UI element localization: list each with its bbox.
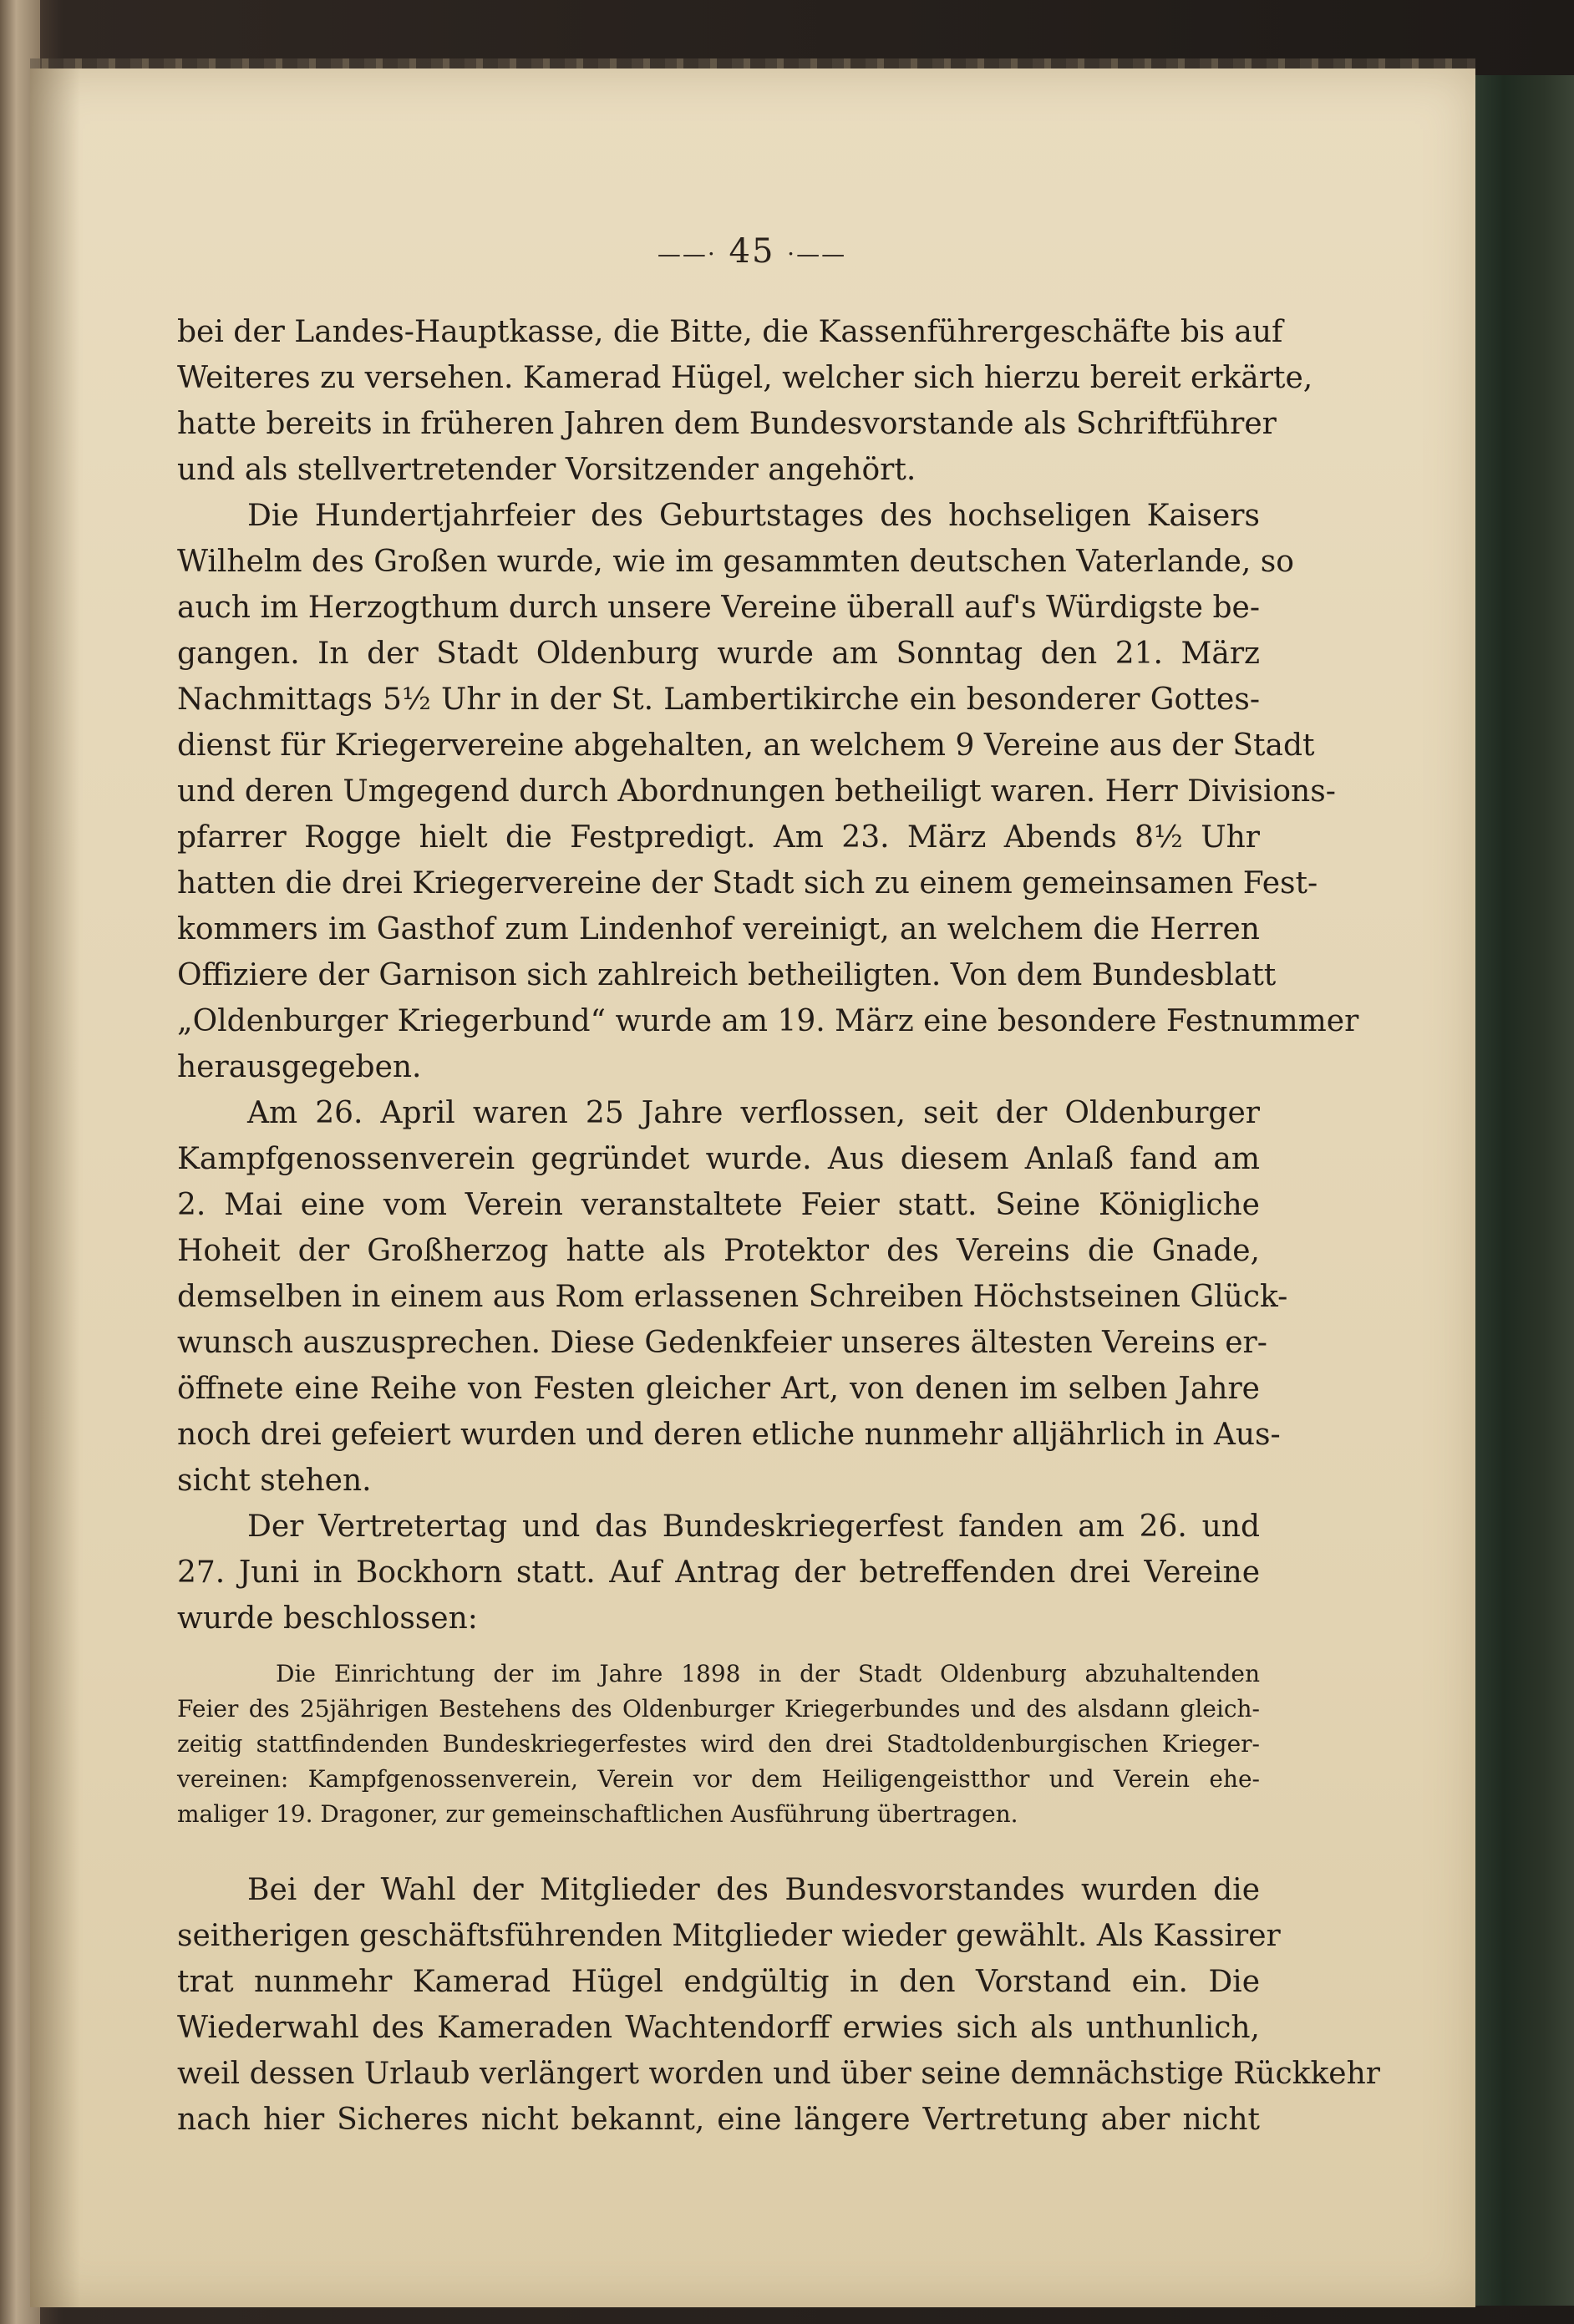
text-line: dienst für Kriegervereine abgehalten, an welchem 9 Vereine aus der Stadt: [177, 728, 1315, 763]
text-line: zeitig stattfindenden Bundeskriegerfestes wird den drei Stadtoldenburgischen Krieger-: [177, 1730, 1260, 1758]
text-line: demselben in einem aus Rom erlassenen Schreiben Höchstseinen Glück-: [177, 1280, 1288, 1314]
paragraph: [177, 1867, 1380, 2143]
text-line: bei der Landes-Hauptkasse, die Bitte, die Kassenführergeschäfte bis auf: [177, 315, 1283, 349]
text-line: wurde beschlossen:: [177, 1601, 478, 1636]
text-line: Wiederwahl des Kameraden Wachtendorff erwies sich als unthunlich,: [177, 2011, 1260, 2045]
text-line: Der Vertretertag und das Bundeskriegerfest fanden am 26. und: [247, 1510, 1260, 1544]
text-line: und als stellvertretender Vorsitzender angehört.: [177, 453, 916, 487]
text-line: hatte bereits in früheren Jahren dem Bundesvorstande als Schriftführer: [177, 407, 1277, 441]
text-line: Die Hundertjahrfeier des Geburtstages des hochseligen Kaisers: [247, 499, 1260, 533]
text-line: pfarrer Rogge hielt die Festpredigt. Am 23. März Abends 8½ Uhr: [177, 820, 1260, 855]
text-line: nach hier Sicheres nicht bekannt, eine längere Vertretung aber nicht: [177, 2103, 1260, 2137]
text-line: sicht stehen.: [177, 1464, 372, 1498]
body-text: [177, 309, 1380, 2143]
text-line: gangen. In der Stadt Oldenburg wurde am Sonntag den 21. März: [177, 637, 1260, 671]
text-line: Wilhelm des Großen wurde, wie im gesammten deutschen Vaterlande, so: [177, 545, 1294, 579]
text-line: 27. Juni in Bockhorn statt. Auf Antrag der betreffenden drei Vereine: [177, 1555, 1260, 1590]
paragraph: [177, 493, 1359, 1090]
text-line: weil dessen Urlaub verlängert worden und über seine demnächstige Rückkehr: [177, 2057, 1380, 2091]
resolution-text: [177, 1657, 1260, 1832]
text-line: Feier des 25jährigen Bestehens des Oldenburger Kriegerbundes und des alsdann gleich-: [177, 1695, 1260, 1723]
text-line: öffnete eine Reihe von Festen gleicher Art, von denen im selben Jahre: [177, 1372, 1260, 1406]
text-line: Am 26. April waren 25 Jahre verflossen, seit der Oldenburger: [247, 1096, 1260, 1130]
text-line: Kampfgenossenverein gegründet wurde. Aus diesem Anlaß fand am: [177, 1142, 1260, 1176]
text-line: Offiziere der Garnison sich zahlreich betheiligten. Von dem Bundesblatt: [177, 958, 1277, 992]
text-line: auch im Herzogthum durch unsere Vereine überall auf's Würdigste be-: [177, 591, 1260, 625]
ornament-dash-left: ——·: [657, 240, 717, 268]
spine-shadow: [30, 69, 80, 2307]
text-line: Die Einrichtung der im Jahre 1898 in der Stadt Oldenburg abzuhaltenden: [276, 1660, 1260, 1687]
text-line: „Oldenburger Kriegerbund“ wurde am 19. März eine besondere Festnummer: [177, 1004, 1359, 1038]
text-line: trat nunmehr Kamerad Hügel endgültig in den Vorstand ein. Die: [177, 1965, 1260, 1999]
text-line: noch drei gefeiert wurden und deren etliche nunmehr alljährlich in Aus-: [177, 1418, 1281, 1452]
text-line: wunsch auszusprechen. Diese Gedenkfeier unseres ältesten Vereins er-: [177, 1326, 1267, 1360]
text-line: Weiteres zu versehen. Kamerad Hügel, welcher sich hierzu bereit erkärte,: [177, 361, 1313, 395]
text-line: Nachmittags 5½ Uhr in der St. Lambertikirche ein besonderer Gottes-: [177, 682, 1260, 717]
text-line: 2. Mai eine vom Verein veranstaltete Feier statt. Seine Königliche: [177, 1188, 1260, 1222]
text-line: vereinen: Kampfgenossenverein, Verein vor dem Heiligengeistthor und Verein ehe-: [177, 1765, 1260, 1793]
text-line: Bei der Wahl der Mitglieder des Bundesvorstandes wurden die: [247, 1873, 1260, 1907]
text-line: maliger 19. Dragoner, zur gemeinschaftlichen Ausführung übertragen.: [177, 1800, 1018, 1828]
page-number-value: 45: [729, 232, 775, 271]
text-line: und deren Umgegend durch Abordnungen betheiligt waren. Herr Divisions-: [177, 774, 1336, 809]
ornament-dash-right: ·——: [787, 240, 847, 268]
paragraph: [177, 1504, 1260, 1642]
text-line: herausgegeben.: [177, 1050, 422, 1084]
paragraph: [177, 1090, 1288, 1504]
page-number: [585, 232, 919, 271]
text-line: Hoheit der Großherzog hatte als Protektor des Vereins die Gnade,: [177, 1234, 1260, 1268]
text-line: kommers im Gasthof zum Lindenhof vereinigt, an welchem die Herren: [177, 912, 1260, 946]
text-line: hatten die drei Kriegervereine der Stadt sich zu einem gemeinsamen Fest-: [177, 866, 1318, 901]
book-cover-edge: [1474, 75, 1574, 2306]
paragraph: [177, 309, 1313, 493]
text-line: seitherigen geschäftsführenden Mitglieder wieder gewählt. Als Kassirer: [177, 1919, 1281, 1953]
